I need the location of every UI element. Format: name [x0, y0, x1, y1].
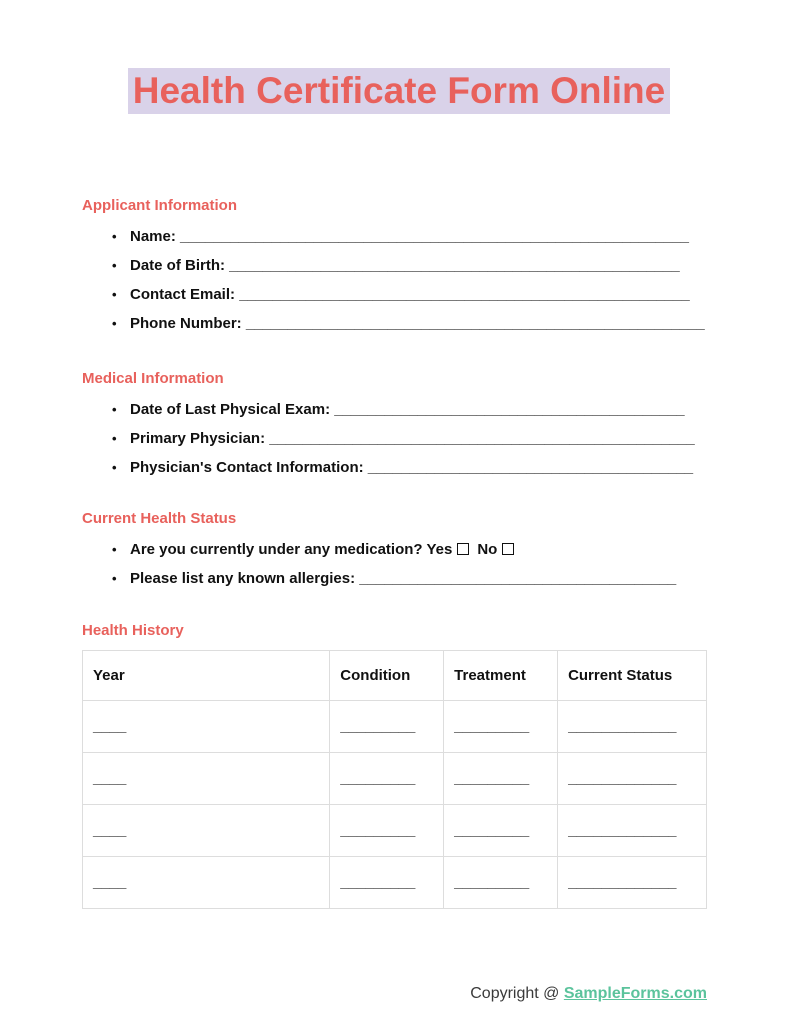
field-phone-blank: _______________________________________________________	[245, 315, 705, 332]
field-email-label: Contact Email:	[130, 286, 240, 303]
field-physician-contact	[82, 453, 707, 482]
footer	[82, 985, 707, 1003]
applicant-fields-list	[82, 222, 707, 338]
table-row	[83, 701, 707, 753]
section-heading-applicant: Applicant Information	[82, 197, 237, 214]
field-medication-question	[82, 535, 707, 564]
form-content	[82, 197, 707, 1003]
cell-status-blank: _____________	[558, 805, 707, 857]
section-heading-history: Health History	[82, 622, 184, 639]
field-phone-number	[82, 309, 707, 338]
section-applicant-information	[82, 197, 707, 338]
cell-treatment-blank: _________	[444, 753, 558, 805]
section-health-history	[82, 622, 707, 909]
cell-treatment-blank: _________	[444, 805, 558, 857]
field-email-blank: ______________________________________________________	[239, 286, 690, 303]
cell-status-blank: _____________	[558, 701, 707, 753]
yes-label: Yes	[426, 541, 453, 558]
copyright-text: Copyright @	[470, 985, 564, 1002]
field-allergies	[82, 564, 707, 593]
field-last-physical-exam	[82, 395, 707, 424]
field-physician-label: Primary Physician:	[130, 430, 270, 447]
cell-treatment-blank: _________	[444, 857, 558, 909]
bullet-icon: •	[112, 542, 117, 557]
section-medical-information	[82, 370, 707, 482]
column-header-treatment: Treatment	[444, 651, 558, 701]
medication-no-checkbox[interactable]	[502, 543, 514, 555]
cell-year-blank: ____	[83, 805, 330, 857]
cell-condition-blank: _________	[330, 805, 444, 857]
medication-yes-checkbox[interactable]	[457, 543, 469, 555]
column-header-current-status: Current Status	[558, 651, 707, 701]
field-physician-blank: ___________________________________________________	[269, 430, 695, 447]
field-name	[82, 222, 707, 251]
health-history-table	[82, 650, 707, 909]
bullet-icon: •	[112, 460, 117, 475]
field-phone-label: Phone Number:	[130, 315, 246, 332]
bullet-icon: •	[112, 287, 117, 302]
bullet-icon: •	[112, 431, 117, 446]
page-title: Health Certificate Form Online	[128, 68, 671, 114]
status-fields-list	[82, 535, 707, 593]
no-label: No	[477, 541, 498, 558]
field-exam-blank: __________________________________________	[334, 401, 685, 418]
field-contact-email	[82, 280, 707, 309]
table-row	[83, 857, 707, 909]
cell-status-blank: _____________	[558, 857, 707, 909]
bullet-icon: •	[112, 316, 117, 331]
section-heading-status: Current Health Status	[82, 510, 237, 527]
cell-treatment-blank: _________	[444, 701, 558, 753]
allergies-blank: ______________________________________	[359, 570, 677, 587]
bullet-icon: •	[112, 229, 117, 244]
cell-status-blank: _____________	[558, 753, 707, 805]
column-header-condition: Condition	[330, 651, 444, 701]
bullet-icon: •	[112, 258, 117, 273]
column-header-year: Year	[83, 651, 330, 701]
cell-year-blank: ____	[83, 753, 330, 805]
cell-condition-blank: _________	[330, 857, 444, 909]
field-dob-label: Date of Birth:	[130, 257, 230, 274]
medication-question-label: Are you currently under any medication?	[130, 541, 427, 558]
section-heading-medical: Medical Information	[82, 370, 224, 387]
title-bar	[0, 68, 798, 114]
cell-year-blank: ____	[83, 701, 330, 753]
allergies-label: Please list any known allergies:	[130, 570, 360, 587]
section-current-health-status	[82, 510, 707, 593]
field-name-blank: _____________________________________________________________	[180, 228, 689, 245]
field-physician-contact-label: Physician's Contact Information:	[130, 459, 368, 476]
bullet-icon: •	[112, 571, 117, 586]
cell-condition-blank: _________	[330, 753, 444, 805]
field-date-of-birth	[82, 251, 707, 280]
table-row	[83, 805, 707, 857]
field-physician-contact-blank: _______________________________________	[367, 459, 694, 476]
table-row	[83, 753, 707, 805]
medical-fields-list	[82, 395, 707, 482]
field-name-label: Name:	[130, 228, 181, 245]
field-primary-physician	[82, 424, 707, 453]
cell-condition-blank: _________	[330, 701, 444, 753]
bullet-icon: •	[112, 402, 117, 417]
cell-year-blank: ____	[83, 857, 330, 909]
field-dob-blank: ______________________________________________________	[229, 257, 680, 274]
table-header-row	[83, 651, 707, 701]
sampleforms-link[interactable]: SampleForms.com	[563, 985, 707, 1002]
field-exam-label: Date of Last Physical Exam:	[130, 401, 335, 418]
